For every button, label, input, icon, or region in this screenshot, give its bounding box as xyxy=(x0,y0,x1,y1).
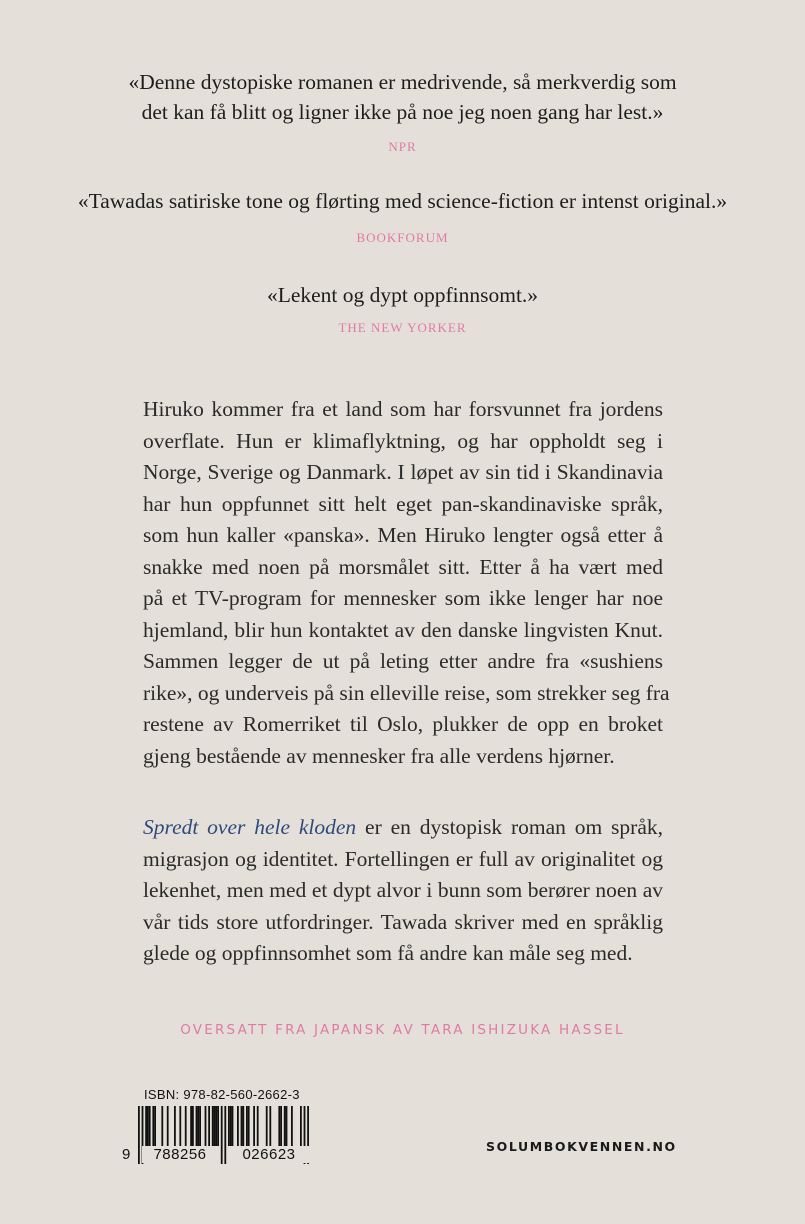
paragraph-line: har hun oppfunnet sitt helt eget pan-skandinaviske språk, xyxy=(143,491,663,516)
book-title: Spredt over hele kloden xyxy=(143,815,357,839)
barcode-bar xyxy=(145,1106,147,1146)
paragraph-line: glede og oppfinnsomhet som få andre kan måle seg med. xyxy=(143,941,633,965)
barcode-bar xyxy=(197,1106,199,1146)
paragraph-line: hjemland, blir hun kontaktet av den danske lingvisten Knut. xyxy=(143,617,663,642)
quote-new-yorker xyxy=(0,280,805,310)
barcode-bar xyxy=(291,1106,293,1146)
description-paragraph-2 xyxy=(143,812,663,970)
barcode-bar xyxy=(190,1106,192,1146)
paragraph-line-rest: er en dystopisk roman om språk, xyxy=(356,815,663,839)
barcode-bar xyxy=(215,1106,217,1146)
paragraph-line: rike», og underveis på sin elleville reise, som strekker seg fra xyxy=(143,680,670,705)
barcode-digits xyxy=(122,1146,322,1168)
barcode-digits-left: 788256 xyxy=(142,1146,218,1163)
barcode-bar xyxy=(154,1106,156,1146)
paragraph-line: Norge, Sverige og Danmark. I løpet av sin tid i Skandinavia xyxy=(143,460,663,484)
barcode-bar xyxy=(185,1106,187,1146)
paragraph-line-with-title xyxy=(143,812,663,844)
paragraph-line: gjeng bestående av mennesker fra alle verdens hjørner. xyxy=(143,743,615,768)
description-paragraph-1 xyxy=(143,394,670,772)
barcode-bar xyxy=(237,1106,239,1146)
barcode-bar xyxy=(246,1106,248,1146)
quote-source-new-yorker: THE NEW YORKER xyxy=(338,320,467,335)
barcode-bar xyxy=(228,1106,230,1146)
barcode-bar xyxy=(241,1106,243,1146)
barcode-bar xyxy=(284,1106,286,1146)
barcode-digit-first: 9 xyxy=(122,1146,131,1163)
quote-line: «Lekent og dypt oppfinnsomt.» xyxy=(266,283,539,307)
barcode-bar xyxy=(269,1106,271,1146)
quote-source-npr: NPR xyxy=(388,139,417,154)
barcode-bar xyxy=(179,1106,181,1146)
quote-source-bookforum: BOOKFORUM xyxy=(356,230,449,245)
barcode-bar xyxy=(167,1106,169,1146)
barcode-bar xyxy=(214,1106,216,1146)
quote-bookforum xyxy=(0,186,805,216)
barcode-bar xyxy=(253,1106,255,1146)
barcode-bar xyxy=(242,1106,244,1146)
barcode-bar xyxy=(212,1106,214,1146)
barcode-bar xyxy=(232,1106,234,1146)
quote-line: det kan få blitt og ligner ikke på noe jeg noen gang har lest.» xyxy=(141,100,664,124)
barcode-bar xyxy=(196,1106,198,1146)
barcode-bar xyxy=(266,1106,268,1146)
barcode-bar xyxy=(280,1106,282,1146)
barcode-bar xyxy=(217,1106,219,1146)
barcode-bar xyxy=(248,1106,250,1146)
publisher-website: SOLUMBOKVENNEN.NO xyxy=(486,1139,677,1154)
isbn-label: ISBN: 978-82-560-2662-3 xyxy=(144,1087,300,1102)
barcode-bar xyxy=(230,1106,232,1146)
quote-npr xyxy=(0,67,805,127)
barcode-bar xyxy=(147,1106,149,1146)
barcode-bar xyxy=(152,1106,154,1146)
barcode-bar xyxy=(286,1106,288,1146)
paragraph-line: snakke med noen på morsmålet sitt. Etter å ha vært med xyxy=(143,554,663,579)
quote-line: «Denne dystopiske romanen er medrivende, så merkverdig som xyxy=(128,70,677,94)
barcode-bar xyxy=(205,1106,207,1146)
barcode-bar xyxy=(192,1106,194,1146)
translator-credit: OVERSATT FRA JAPANSK AV TARA ISHIZUKA HASSEL xyxy=(180,1022,625,1038)
paragraph-line: som hun kaller «panska». Men Hiruko lengter også etter å xyxy=(143,523,663,547)
paragraph-line: Sammen legger de ut på leting etter andre fra «sushiens xyxy=(143,649,663,673)
barcode-bar xyxy=(174,1106,176,1146)
barcode-bar xyxy=(149,1106,151,1146)
barcode-bar xyxy=(300,1106,302,1146)
barcode-bar xyxy=(257,1106,259,1146)
quote-line: «Tawadas satiriske tone og flørting med science-fiction er intenst original.» xyxy=(77,189,728,213)
barcode-bar xyxy=(161,1106,163,1146)
paragraph-line: vår tids store utfordringer. Tawada skriver med en språklig xyxy=(143,909,663,934)
barcode-bar xyxy=(208,1106,210,1146)
barcode-bar xyxy=(278,1106,280,1146)
paragraph-line: migrasjon og identitet. Fortellingen er full av originalitet og xyxy=(143,846,663,871)
paragraph-line: restene av Romerriket til Oslo, plukker de opp en broket xyxy=(143,712,663,736)
paragraph-line: lekenhet, men med et dypt alvor i bunn som berører noen av xyxy=(143,878,663,902)
paragraph-line: overflate. Hun er klimaflyktning, og har oppholdt seg i xyxy=(143,428,663,453)
paragraph-line: Hiruko kommer fra et land som har forsvunnet fra jordens xyxy=(143,397,663,421)
barcode-bar xyxy=(199,1106,201,1146)
paragraph-line: på et TV-program for mennesker som ikke lenger har noe xyxy=(143,586,663,610)
barcode-digits-right: 026623 xyxy=(229,1146,309,1163)
